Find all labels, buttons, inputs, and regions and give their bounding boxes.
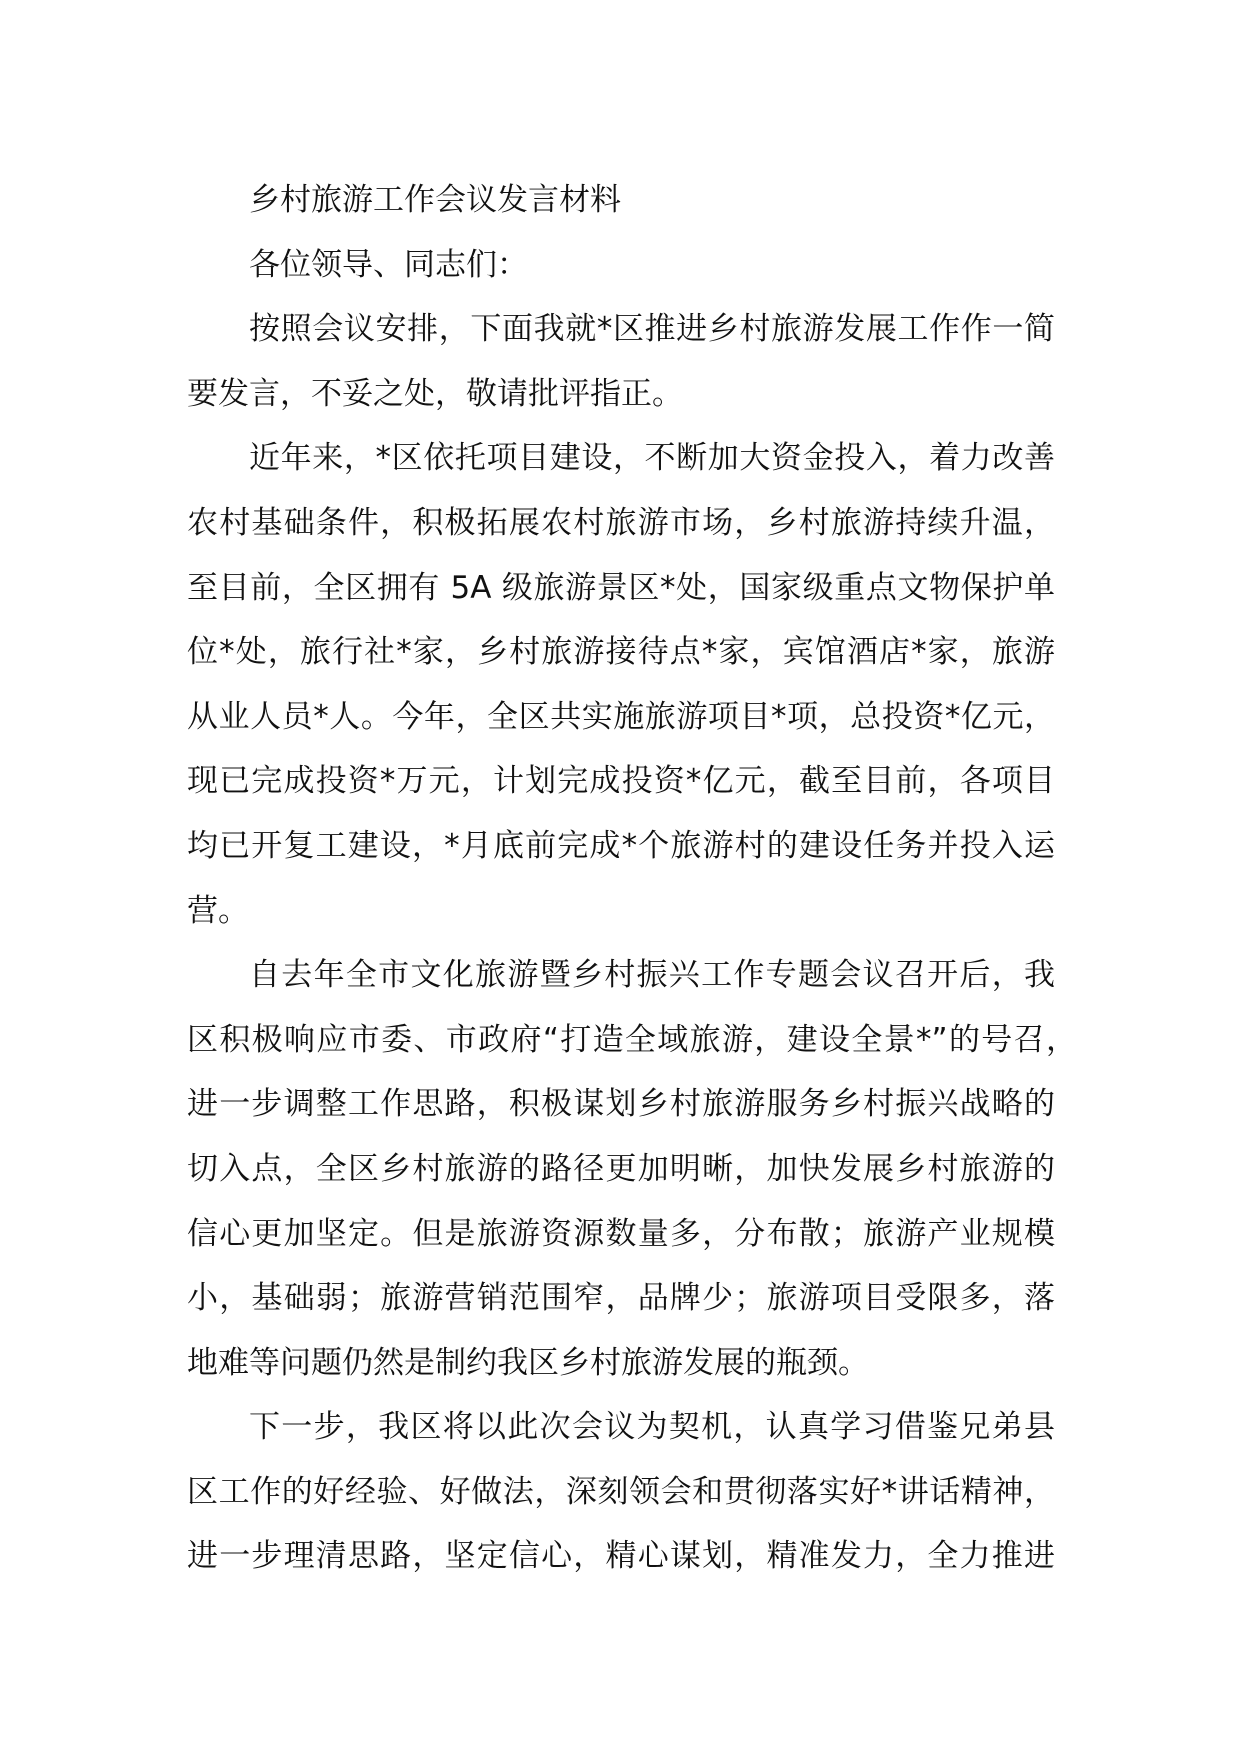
paragraph-2-line-8: 营。 — [187, 892, 249, 929]
paragraph-3-line-1: 自去年全市文化旅游暨乡村振兴工作专题会议召开后，我 — [249, 957, 1055, 994]
paragraph-2-line-4: 位*处，旅行社*家，乡村旅游接待点*家，宾馆酒店*家，旅游 — [187, 634, 1055, 671]
paragraph-1-line-1: 按照会议安排，下面我就*区推进乡村旅游发展工作作一简 — [249, 311, 1055, 348]
paragraph-2-line-1: 近年来，*区依托项目建设，不断加大资金投入，着力改善 — [249, 440, 1055, 477]
paragraph-3-line-4: 切入点，全区乡村旅游的路径更加明晰，加快发展乡村旅游的 — [187, 1150, 1055, 1187]
paragraph-2-line-7: 均已开复工建设，*月底前完成*个旅游村的建设任务并投入运 — [187, 827, 1055, 864]
paragraph-2-line-3: 至目前，全区拥有 5A 级旅游景区*处，国家级重点文物保护单 — [187, 569, 1055, 606]
paragraph-3-line-5: 信心更加坚定。但是旅游资源数量多，分布散；旅游产业规模 — [187, 1215, 1055, 1252]
paragraph-2-line-6: 现已完成投资*万元，计划完成投资*亿元，截至目前，各项目 — [187, 763, 1055, 800]
paragraph-4-line-3: 进一步理清思路，坚定信心，精心谋划，精准发力，全力推进 — [187, 1538, 1055, 1575]
document-body — [187, 168, 1077, 1589]
paragraph-4-line-2: 区工作的好经验、好做法，深刻领会和贯彻落实好*讲话精神， — [187, 1473, 1055, 1510]
paragraph-2-line-5: 从业人员*人。今年，全区共实施旅游项目*项，总投资*亿元， — [187, 698, 1055, 735]
paragraph-1-line-2: 要发言，不妥之处，敬请批评指正。 — [187, 375, 683, 412]
document-title: 乡村旅游工作会议发言材料 — [249, 182, 621, 218]
paragraph-3-line-2: 区积极响应市委、市政府“打造全域旅游，建设全景*”的号召， — [187, 1021, 1077, 1058]
paragraph-3-line-3: 进一步调整工作思路，积极谋划乡村旅游服务乡村振兴战略的 — [187, 1086, 1055, 1123]
paragraph-3-line-6: 小，基础弱；旅游营销范围窄，品牌少；旅游项目受限多，落 — [187, 1280, 1055, 1317]
salutation: 各位领导、同志们： — [249, 246, 528, 283]
paragraph-3-line-7: 地难等问题仍然是制约我区乡村旅游发展的瓶颈。 — [187, 1344, 869, 1381]
paragraph-4-line-1: 下一步，我区将以此次会议为契机，认真学习借鉴兄弟县 — [249, 1409, 1055, 1446]
paragraph-2-line-2: 农村基础条件，积极拓展农村旅游市场，乡村旅游持续升温， — [187, 504, 1055, 541]
